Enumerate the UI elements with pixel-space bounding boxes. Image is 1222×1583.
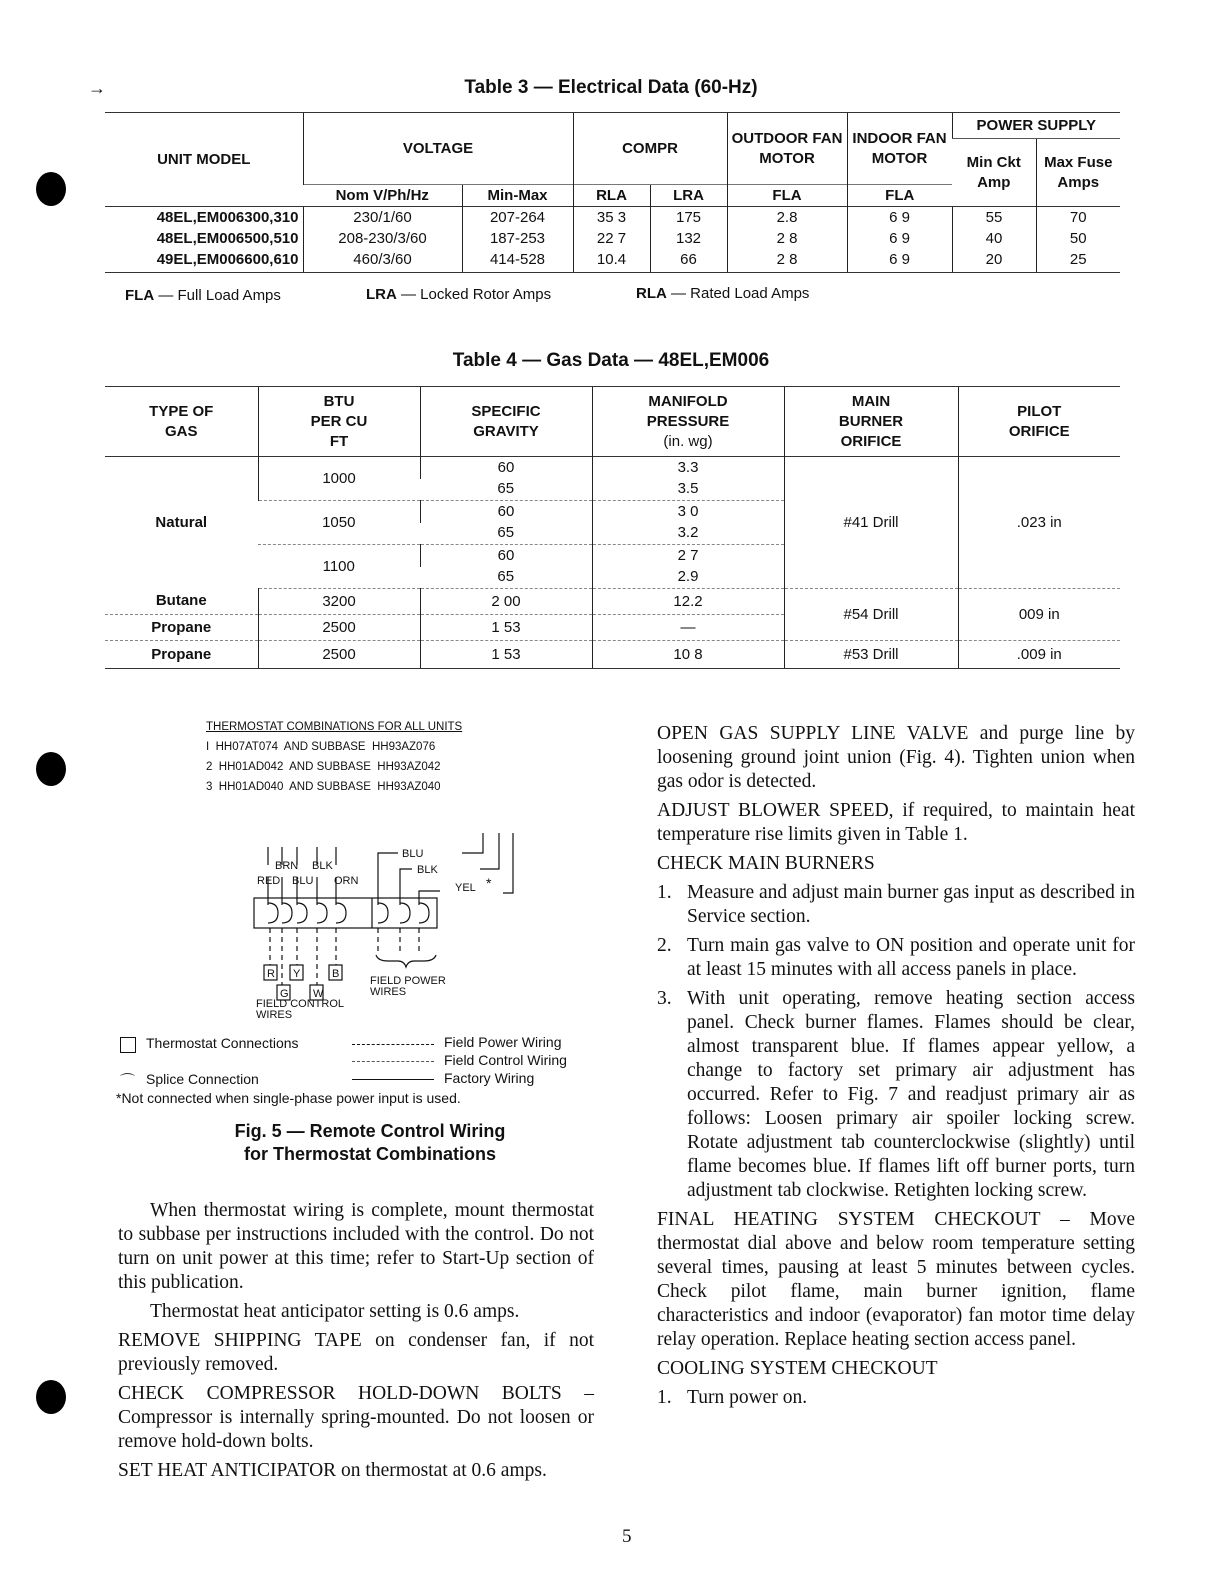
wire-label-orn: ORN bbox=[334, 875, 359, 887]
legend-rla: RLA — Rated Load Amps bbox=[636, 285, 810, 302]
cell-btu: 3200 bbox=[258, 589, 420, 615]
header-nom: Nom V/Ph/Hz bbox=[303, 185, 462, 207]
cell-nom: 460/3/60 bbox=[303, 249, 462, 273]
legend-thermostat: Thermostat Connections bbox=[146, 1035, 299, 1051]
paragraph: When thermostat wiring is complete, mount thermostat to subbase per instructions included with the control. Do not turn on unit power at this time; refer to Start-Up section of this publication. bbox=[118, 1200, 594, 1293]
right-column bbox=[657, 722, 1135, 1415]
cell-type-propane: Propane bbox=[105, 641, 258, 669]
header-btu: BTU PER CU FT bbox=[258, 387, 420, 457]
legend-fla: FLA — Full Load Amps bbox=[125, 287, 281, 304]
terminal-y: Y bbox=[293, 968, 301, 980]
cell-model: 49EL,EM006600,610 bbox=[105, 249, 303, 273]
cell-type-natural: Natural bbox=[105, 457, 258, 589]
cell-mp: 10 8 bbox=[592, 641, 784, 669]
cell-mfa: 50 bbox=[1036, 229, 1120, 249]
header-indoor-fan: INDOOR FAN MOTOR bbox=[847, 113, 952, 185]
cell-lra: 66 bbox=[650, 249, 727, 273]
cell-btu: 2500 bbox=[258, 615, 420, 641]
cell-sg: 65 bbox=[420, 567, 592, 589]
binder-hole bbox=[36, 752, 66, 786]
cell-ifm: 6 9 bbox=[847, 207, 952, 229]
table-row bbox=[105, 207, 1120, 229]
combo-item: 2 HH01AD042 AND SUBBASE HH93AZ042 bbox=[206, 761, 441, 773]
cell-burner: #41 Drill bbox=[784, 457, 958, 589]
cell-lra: 175 bbox=[650, 207, 727, 229]
cell-lra: 132 bbox=[650, 229, 727, 249]
binder-hole bbox=[36, 1380, 66, 1414]
header-outdoor-fan: OUTDOOR FAN MOTOR bbox=[727, 113, 847, 185]
cell-sg: 60 bbox=[420, 457, 592, 479]
cell-mfa: 25 bbox=[1036, 249, 1120, 273]
field-control-label: WIRES bbox=[256, 1009, 293, 1021]
field-control-label: FIELD CONTROL bbox=[256, 998, 345, 1010]
cell-mp: 12.2 bbox=[592, 589, 784, 615]
cell-sg: 1 53 bbox=[420, 641, 592, 669]
paragraph: REMOVE SHIPPING TAPE on condenser fan, if not previously removed. bbox=[118, 1330, 594, 1375]
combos-title: THERMOSTAT COMBINATIONS FOR ALL UNITS bbox=[206, 721, 463, 733]
wiring-diagram bbox=[240, 825, 520, 1025]
paragraph: ADJUST BLOWER SPEED, if required, to maintain heat temperature rise limits given in Table 1. bbox=[657, 800, 1135, 845]
step-number: 1. bbox=[657, 882, 672, 903]
cell-mp: 3.2 bbox=[592, 523, 784, 545]
footnote-star: * bbox=[486, 875, 492, 891]
caption-line: for Thermostat Combinations bbox=[243, 1144, 496, 1164]
paragraph: Thermostat heat anticipator setting is 0.6 amps. bbox=[150, 1301, 520, 1322]
header-pilot-orifice: PILOT ORIFICE bbox=[958, 387, 1120, 457]
combo-item: 3 HH01AD040 AND SUBBASE HH93AZ040 bbox=[206, 781, 441, 793]
legend-factory: Factory Wiring bbox=[444, 1070, 535, 1086]
step-text: Measure and adjust main burner gas input as described in Service section. bbox=[687, 882, 1135, 927]
cell-ifm: 6 9 bbox=[847, 229, 952, 249]
cell-nom: 230/1/60 bbox=[303, 207, 462, 229]
wire-label-blu: BLU bbox=[292, 875, 314, 887]
splice-icons bbox=[268, 903, 429, 923]
step-number: 1. bbox=[657, 1387, 672, 1408]
cell-rla: 35 3 bbox=[573, 207, 650, 229]
header-max-fuse-amps: Max Fuse Amps bbox=[1036, 139, 1120, 207]
paragraph: FINAL HEATING SYSTEM CHECKOUT – Move thermostat dial above and below room temperature setting several times, pausing at least 5 minutes between cycles. Check pilot flame, main burner ignition, flame characteristics and indoor (evaporator) fan motor time delay relay operation. Replace heating section access panel. bbox=[657, 1209, 1135, 1350]
step-number: 3. bbox=[657, 988, 672, 1009]
wire-label-blu: BLU bbox=[402, 848, 424, 860]
header-lra: LRA bbox=[650, 185, 727, 207]
terminal-g: G bbox=[280, 988, 289, 1000]
cell-btu: 1000 bbox=[258, 457, 420, 501]
cell-sg: 65 bbox=[420, 523, 592, 545]
wire-label-blk: BLK bbox=[312, 860, 333, 872]
header-power-supply: POWER SUPPLY bbox=[952, 113, 1120, 139]
header-min-ckt-amp: Min Ckt Amp bbox=[966, 153, 1021, 191]
cell-rla: 10.4 bbox=[573, 249, 650, 273]
step-text: With unit operating, remove heating section access panel. Check burner flames. Flames should be clear, almost transparent blue. If flames appear yellow, a change to factory set primary air adjustment has occurred. Refer to Fig. 7 and readjust primary air as follows: Loosen primary air spoiler locking screw. Rotate adjustment tab counterclockwise (slightly) until flame becomes blue. If flames lift off burner ports, turn adjustment tab clockwise. Retighten locking screw. bbox=[687, 988, 1135, 1201]
cell-sg: 65 bbox=[420, 479, 592, 501]
field-power-label: WIRES bbox=[370, 986, 407, 998]
cell-ifm: 6 9 bbox=[847, 249, 952, 273]
section-heading: CHECK MAIN BURNERS bbox=[657, 853, 875, 874]
table4-title: Table 4 — Gas Data — 48EL,EM006 bbox=[452, 350, 770, 371]
section-heading: COOLING SYSTEM CHECKOUT bbox=[657, 1358, 938, 1379]
header-ifm-fla: FLA bbox=[847, 185, 952, 207]
legend-splice: Splice Connection bbox=[146, 1071, 259, 1087]
table-row bbox=[105, 249, 1120, 273]
cell-minmax: 207-264 bbox=[462, 207, 573, 229]
header-manifold: MANIFOLD PRESSURE (in. wg) bbox=[592, 387, 784, 457]
cell-ofm: 2 8 bbox=[727, 249, 847, 273]
cell-sg: 2 00 bbox=[420, 589, 592, 615]
header-unit-model: UNIT MODEL bbox=[105, 113, 303, 207]
cell-mfa: 70 bbox=[1036, 207, 1120, 229]
step-number: 2. bbox=[657, 935, 672, 956]
cell-model: 48EL,EM006500,510 bbox=[156, 229, 299, 247]
table3-title: Table 3 — Electrical Data (60-Hz) bbox=[464, 77, 758, 98]
terminal-b: B bbox=[332, 968, 340, 980]
cell-btu: 1100 bbox=[258, 545, 420, 589]
field-power-line bbox=[352, 1044, 434, 1045]
header-specific-gravity: SPECIFIC GRAVITY bbox=[420, 387, 592, 457]
cell-mp: — bbox=[592, 615, 784, 641]
binder-hole bbox=[36, 172, 66, 206]
cell-mp: 3.5 bbox=[592, 479, 784, 501]
header-compr: COMPR bbox=[573, 113, 727, 185]
figure-caption bbox=[170, 1120, 570, 1166]
margin-arrow: → bbox=[88, 78, 106, 98]
cell-type-butane: Butane bbox=[105, 589, 258, 615]
cell-minmax: 187-253 bbox=[462, 229, 573, 249]
cell-model: 48EL,EM006300,310 bbox=[105, 207, 303, 229]
terminal-r: R bbox=[267, 968, 275, 980]
cell-mp: 3 0 bbox=[592, 501, 784, 523]
left-column bbox=[118, 1199, 594, 1488]
cell-nom: 208-230/3/60 bbox=[303, 229, 462, 249]
cell-btu: 1050 bbox=[258, 501, 420, 545]
paragraph: CHECK COMPRESSOR HOLD-DOWN BOLTS – Compressor is internally spring-mounted. Do not loosen or remove hold-down bolts. bbox=[118, 1383, 594, 1452]
cell-rla: 22 7 bbox=[573, 229, 650, 249]
header-type-of-gas: TYPE OF GAS bbox=[105, 387, 258, 457]
thermostat-combinations bbox=[206, 717, 462, 797]
cell-sg: 60 bbox=[420, 545, 592, 567]
wire-label-red: RED bbox=[257, 875, 281, 887]
splice-icon: ⌒ bbox=[120, 1073, 136, 1090]
cell-mca: 55 bbox=[952, 207, 1036, 229]
legend-field-power: Field Power Wiring bbox=[444, 1034, 562, 1050]
step-text: Turn main gas valve to ON position and operate unit for at least 15 minutes with all access panels in place. bbox=[687, 935, 1135, 980]
legend-lra: LRA — Locked Rotor Amps bbox=[366, 286, 552, 303]
wire-label-brn: BRN bbox=[275, 860, 299, 872]
terminal-w: W bbox=[313, 988, 324, 1000]
step-text: Turn power on. bbox=[687, 1387, 808, 1408]
legend-field-control: Field Control Wiring bbox=[444, 1052, 567, 1068]
paragraph: SET HEAT ANTICIPATOR on thermostat at 0.6 amps. bbox=[118, 1460, 547, 1481]
header-minmax: Min-Max bbox=[462, 185, 573, 207]
cell-ofm: 2.8 bbox=[727, 207, 847, 229]
header-ofm-fla: FLA bbox=[727, 185, 847, 207]
cell-minmax: 414-528 bbox=[462, 249, 573, 273]
cell-sg: 1 53 bbox=[420, 615, 592, 641]
header-burner-orifice: MAIN BURNER ORIFICE bbox=[784, 387, 958, 457]
cell-pilot: .009 in bbox=[958, 641, 1120, 669]
cell-ofm: 2 8 bbox=[727, 229, 847, 249]
legend-note: *Not connected when single-phase power input is used. bbox=[116, 1090, 461, 1106]
cell-mp: 2 7 bbox=[592, 545, 784, 567]
cell-type-propane: Propane bbox=[105, 615, 258, 641]
paragraph: OPEN GAS SUPPLY LINE VALVE and purge line by loosening ground joint union (Fig. 4). Tighten union when gas odor is detected. bbox=[657, 723, 1135, 792]
caption-line: Fig. 5 — Remote Control Wiring bbox=[234, 1121, 506, 1141]
electrical-data-table bbox=[105, 112, 1120, 273]
header-voltage: VOLTAGE bbox=[303, 113, 573, 185]
cell-pilot: .023 in bbox=[958, 457, 1120, 589]
wire-label-yel: YEL bbox=[455, 882, 476, 894]
cell-mca: 40 bbox=[952, 229, 1036, 249]
factory-line bbox=[352, 1079, 434, 1080]
table-row bbox=[105, 229, 1120, 249]
wire-label-blk: BLK bbox=[417, 864, 438, 876]
thermostat-connection-icon bbox=[120, 1037, 136, 1053]
page-number: 5 bbox=[622, 1526, 632, 1547]
header-rla: RLA bbox=[573, 185, 650, 207]
cell-burner: #54 Drill bbox=[784, 589, 958, 641]
combo-item: I HH07AT074 AND SUBBASE HH93AZ076 bbox=[206, 741, 436, 753]
cell-mca: 20 bbox=[952, 249, 1036, 273]
cell-btu: 2500 bbox=[258, 641, 420, 669]
field-power-label: FIELD POWER bbox=[370, 975, 446, 987]
field-control-line bbox=[352, 1061, 434, 1062]
cell-mp: 3.3 bbox=[592, 457, 784, 479]
cell-burner: #53 Drill bbox=[784, 641, 958, 669]
cell-mp: 2.9 bbox=[592, 567, 784, 589]
gas-data-table bbox=[105, 386, 1120, 669]
cell-pilot: 009 in bbox=[958, 589, 1120, 641]
cell-sg: 60 bbox=[420, 501, 592, 523]
